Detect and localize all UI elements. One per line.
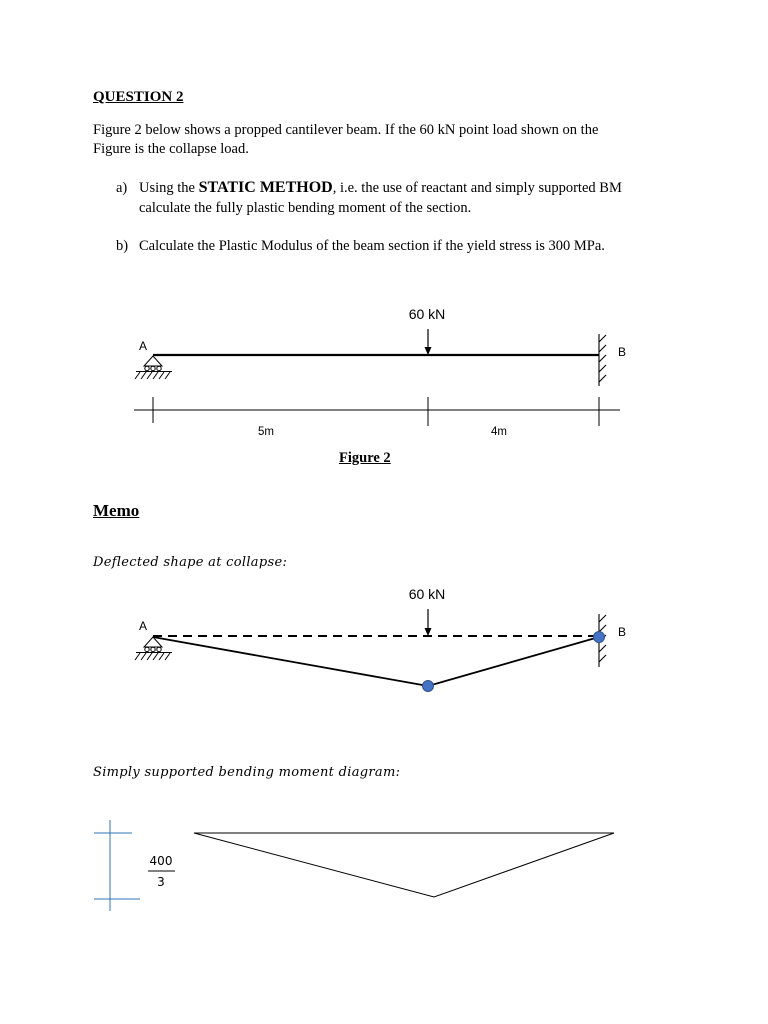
fixed-support-icon	[599, 334, 606, 386]
deflected-support-a-label: A	[139, 619, 148, 633]
deflected-load-arrow-icon	[425, 609, 432, 636]
span1-label: 5m	[258, 426, 274, 438]
part-a-bold: STATIC METHOD	[198, 179, 333, 196]
question-intro-line1: Figure 2 below shows a propped cantilever beam. If the 60 kN point load shown on the	[93, 122, 599, 138]
deflected-load-label: 60 kN	[408, 586, 446, 602]
roller-support-icon	[135, 356, 172, 379]
part-a-post: , i.e. the use of reactant and simply supported BM	[332, 180, 622, 196]
question-intro-line2: Figure is the collapse load.	[93, 141, 249, 157]
load-arrow-icon	[425, 329, 432, 355]
bm-value-numerator: 400	[149, 854, 173, 868]
part-a-line2: calculate the fully plastic bending moment of the section.	[139, 200, 472, 216]
figure2-load-label: 60 kN	[408, 306, 446, 322]
question-heading: QUESTION 2	[93, 89, 184, 105]
bm-diagram-label: Simply supported bending moment diagram:	[93, 765, 401, 780]
deflected-support-b-label: B	[618, 625, 627, 639]
part-a-marker: a)	[116, 180, 128, 196]
roller-support-icon	[135, 637, 172, 660]
figure-caption: Figure 2	[339, 450, 391, 466]
bm-value-denominator: 3	[157, 875, 165, 889]
bm-dimension-marker	[94, 820, 140, 911]
part-b-text: Calculate the Plastic Modulus of the beam section if the yield stress is 300 MPa.	[139, 238, 605, 254]
bm-triangle	[194, 833, 614, 897]
deflected-shape-label: Deflected shape at collapse:	[93, 555, 288, 570]
part-a-pre: Using the	[139, 180, 199, 196]
part-b-marker: b)	[116, 238, 129, 254]
plastic-hinge-midspan	[423, 681, 434, 692]
dimension-line	[134, 397, 620, 426]
plastic-hinge-support-b	[594, 632, 605, 643]
memo-heading: Memo	[93, 501, 140, 520]
figure2-support-a-label: A	[139, 339, 148, 353]
figure2-support-b-label: B	[618, 345, 627, 359]
deflected-segment-left	[153, 637, 428, 686]
deflected-segment-right	[428, 637, 599, 686]
span2-label: 4m	[491, 426, 507, 438]
